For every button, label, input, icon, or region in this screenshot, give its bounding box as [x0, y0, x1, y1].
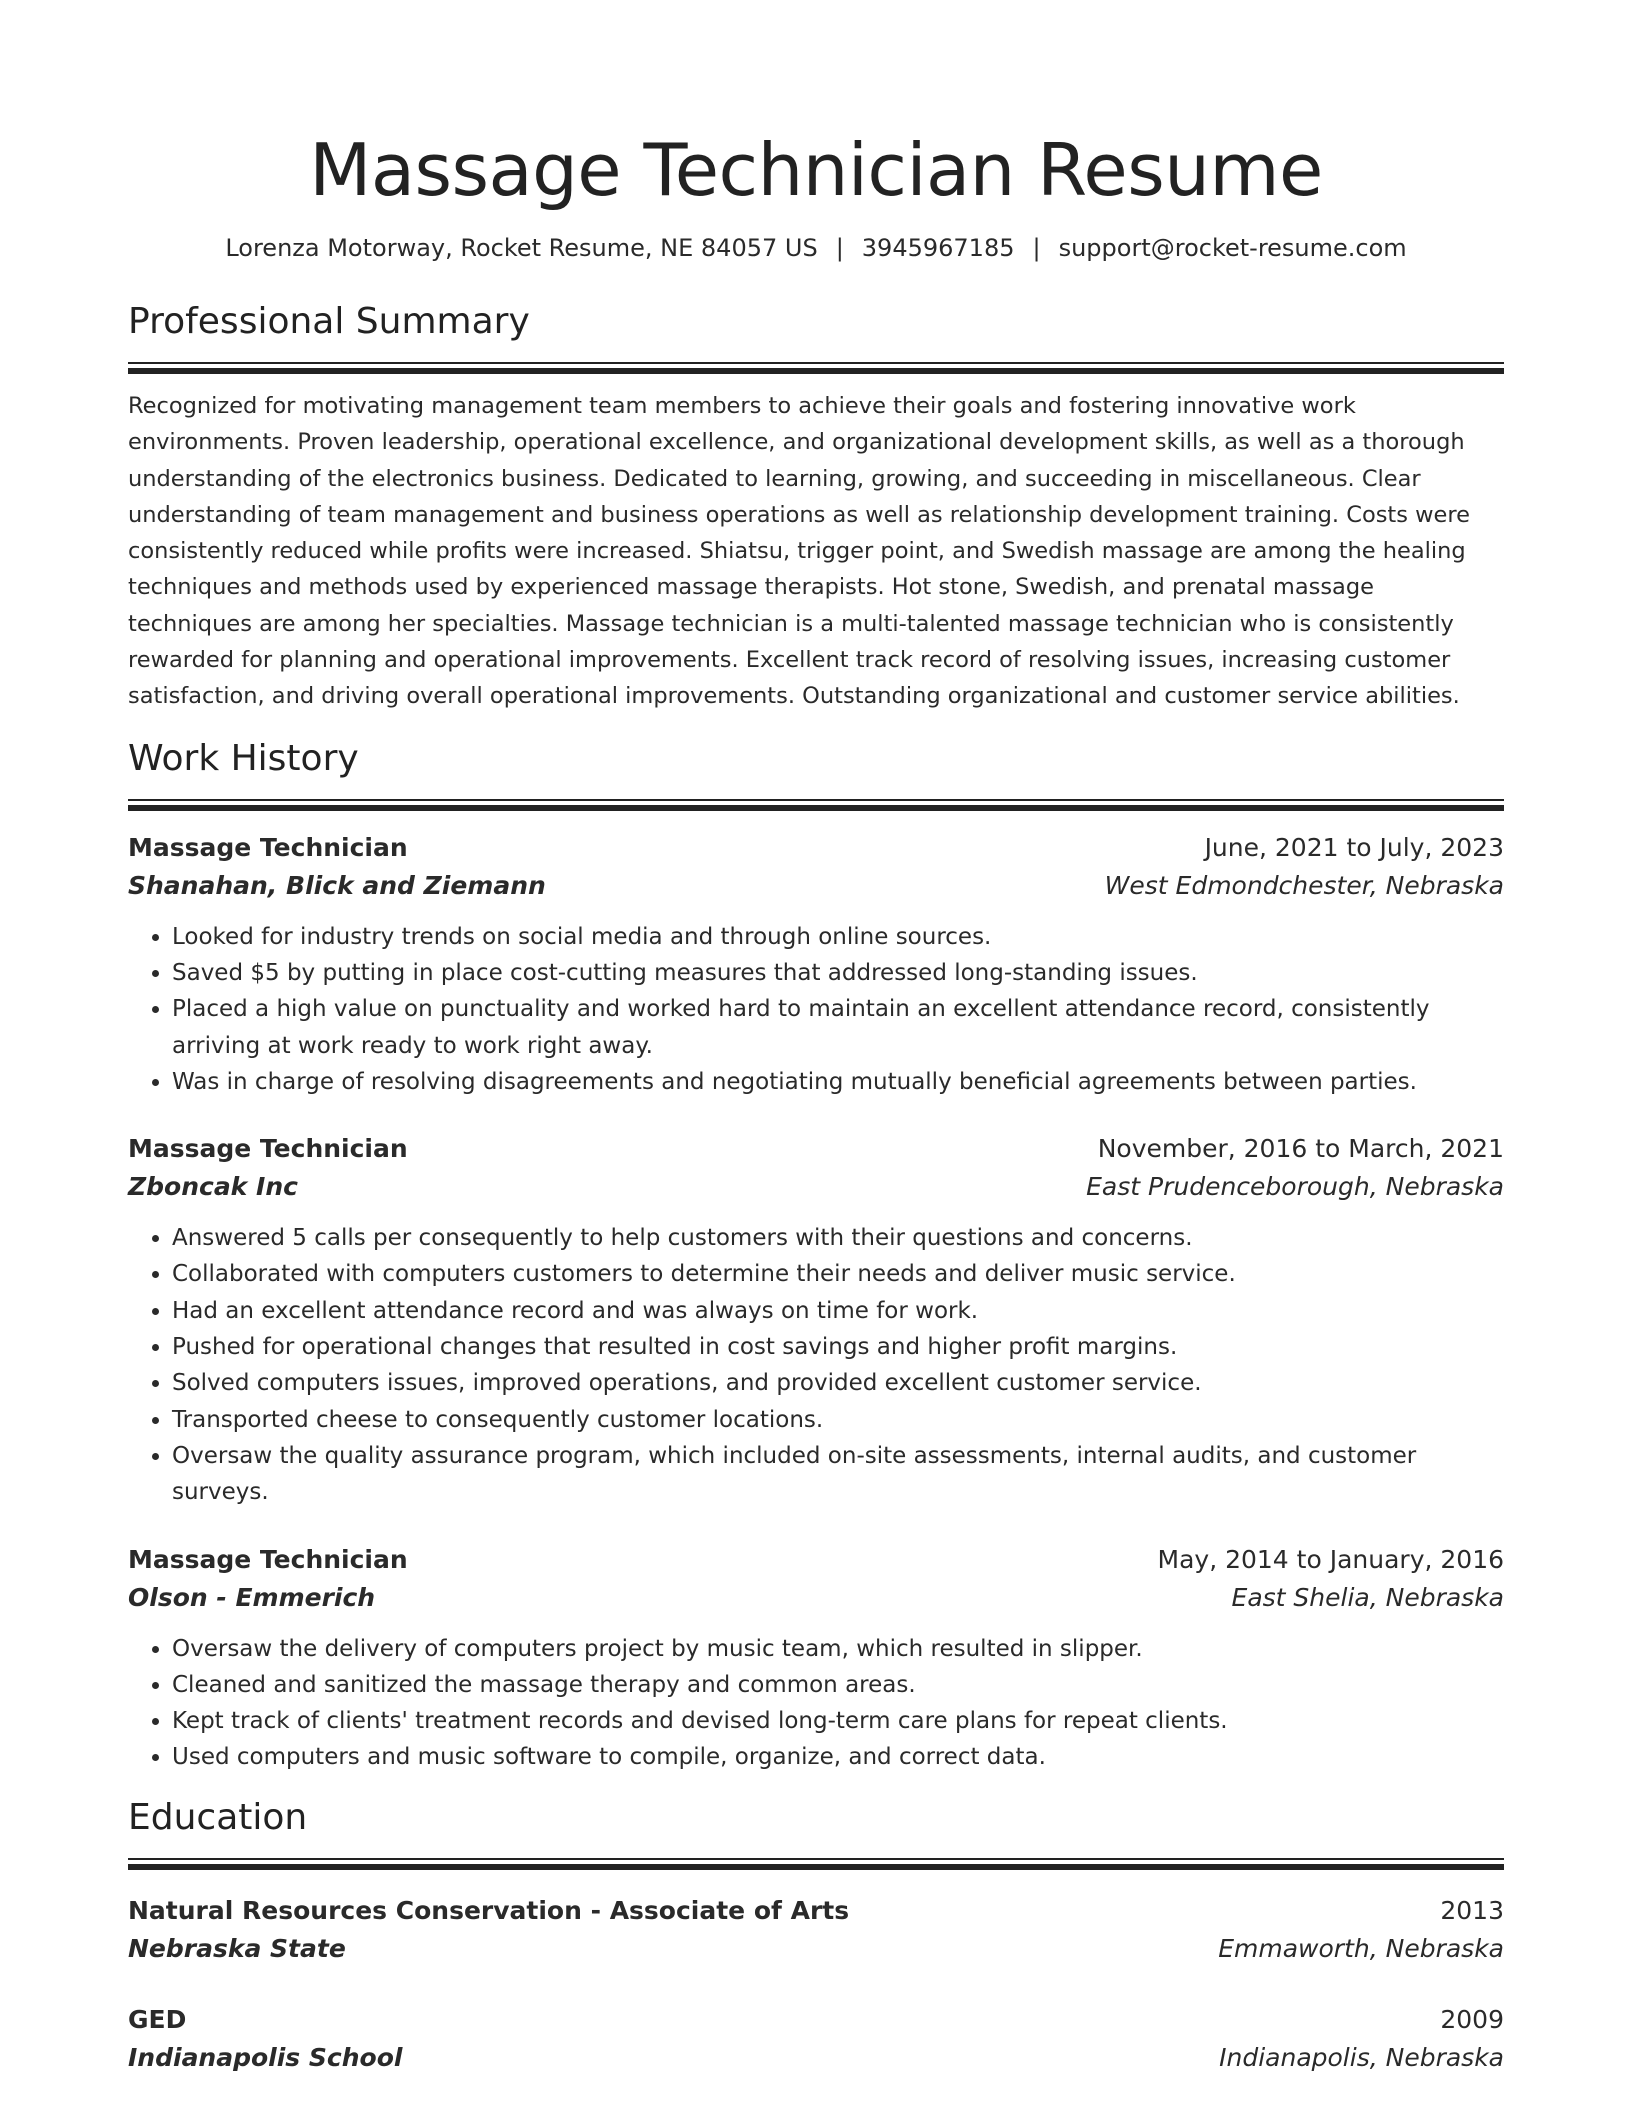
contact-separator: |: [1032, 234, 1041, 262]
education-year: 2009: [1440, 2004, 1504, 2034]
education-entry: [128, 2001, 1504, 2077]
section-divider: [128, 1858, 1504, 1870]
list-item: • Collaborated with computers customers to determine their needs and deliver music service.: [172, 1256, 1504, 1292]
job-bullets: [128, 1631, 1504, 1776]
education-location: Emmaworth, Nebraska: [1218, 1933, 1504, 1963]
list-item: • Saved $5 by putting in place cost-cutting measures that addressed long-standing issues.: [172, 955, 1504, 991]
job-location: West Edmondchester, Nebraska: [1104, 870, 1504, 900]
contact-address: Lorenza Motorway, Rocket Resume, NE 84057 US: [225, 234, 818, 262]
education-header-row: [128, 2001, 1504, 2039]
job-bullets: [128, 919, 1504, 1100]
list-item: • Kept track of clients' treatment records and devised long-term care plans for repeat clients.: [172, 1703, 1504, 1739]
job-dates: November, 2016 to March, 2021: [1097, 1134, 1504, 1164]
job-title: Massage Technician: [128, 1544, 408, 1574]
list-item: • Answered 5 calls per consequently to help customers with their questions and concerns.: [172, 1220, 1504, 1256]
job-title: Massage Technician: [128, 832, 408, 862]
education-school: Indianapolis School: [128, 2042, 403, 2072]
job-header-row: [128, 1130, 1504, 1168]
job-company-row: [128, 1168, 1504, 1206]
list-item: • Oversaw the quality assurance program, which included on-site assessments, internal audits, and customer surveys.: [172, 1438, 1504, 1511]
contact-email: support@rocket-resume.com: [1058, 234, 1407, 262]
education-location: Indianapolis, Nebraska: [1219, 2042, 1504, 2072]
job-dates: May, 2014 to January, 2016: [1157, 1544, 1504, 1574]
job-location: East Shelia, Nebraska: [1231, 1582, 1504, 1612]
summary-text: Recognized for motivating management team members to achieve their goals and fostering innovative work environments. Proven leadership, operational excellence, and organizational development skills, as well as a thorough understanding of the electronics business. Dedicated to learning, growing, and succeeding in miscellaneous. Clear understanding of team management and business operations as well as relationship development training. Costs were consistently reduced while profits were increased. Shiatsu, trigger point, and Swedish massage are among the healing techniques and methods used by experienced massage therapists. Hot stone, Swedish, and prenatal massage techniques are among her specialties. Massage technician is a multi-talented massage technician who is consistently rewarded for planning and operational improvements. Excellent track record of resolving issues, increasing customer satisfaction, and driving overall operational improvements. Outstanding organizational and customer service abilities.: [128, 393, 1470, 710]
list-item: • Was in charge of resolving disagreements and negotiating mutually beneficial agreements between parties.: [172, 1064, 1504, 1100]
resume-title: Massage Technician Resume: [309, 128, 1323, 212]
job-company-row: [128, 867, 1504, 905]
contact-line: [128, 232, 1504, 264]
list-item: • Had an excellent attendance record and was always on time for work.: [172, 1293, 1504, 1329]
education-section: [128, 1794, 1504, 2077]
contact-phone: 3945967185: [861, 234, 1015, 262]
job-location: East Prudenceborough, Nebraska: [1086, 1172, 1504, 1202]
education-school: Nebraska State: [128, 1933, 346, 1963]
list-item: • Looked for industry trends on social media and through online sources.: [172, 919, 1504, 955]
section-divider: [128, 362, 1504, 374]
section-heading-education: Education: [128, 1796, 308, 1838]
work-history-section: [128, 735, 1504, 1776]
education-entry: [128, 1892, 1504, 1968]
education-degree: GED: [128, 2004, 187, 2034]
summary-section: [128, 298, 1504, 715]
job-header-row: [128, 1541, 1504, 1579]
education-school-row: [128, 1930, 1504, 1968]
education-year: 2013: [1440, 1895, 1504, 1925]
list-item: • Pushed for operational changes that resulted in cost savings and higher profit margins.: [172, 1329, 1504, 1365]
job-entry: [128, 1541, 1504, 1776]
job-title: Massage Technician: [128, 1134, 408, 1164]
list-item: • Placed a high value on punctuality and worked hard to maintain an excellent attendance record, consistently arriving at work ready to work right away.: [172, 991, 1504, 1064]
job-dates: June, 2021 to July, 2023: [1204, 832, 1504, 862]
job-company: Shanahan, Blick and Ziemann: [128, 870, 546, 900]
list-item: • Oversaw the delivery of computers project by music team, which resulted in slipper.: [172, 1631, 1504, 1667]
list-item: • Solved computers issues, improved operations, and provided excellent customer service.: [172, 1365, 1504, 1401]
job-entry: [128, 829, 1504, 1100]
section-heading-work-history: Work History: [128, 737, 359, 779]
list-item: • Transported cheese to consequently customer locations.: [172, 1402, 1504, 1438]
list-item: • Cleaned and sanitized the massage therapy and common areas.: [172, 1667, 1504, 1703]
list-item: • Used computers and music software to compile, organize, and correct data.: [172, 1739, 1504, 1775]
education-header-row: [128, 1892, 1504, 1930]
job-company: Olson - Emmerich: [128, 1582, 376, 1612]
job-company-row: [128, 1579, 1504, 1617]
job-entry: [128, 1130, 1504, 1510]
section-divider: [128, 799, 1504, 811]
job-header-row: [128, 829, 1504, 867]
education-degree: Natural Resources Conservation - Associate of Arts: [128, 1895, 850, 1925]
section-heading-summary: Professional Summary: [128, 301, 530, 342]
contact-separator: |: [835, 234, 844, 262]
education-school-row: [128, 2039, 1504, 2077]
job-company: Zboncak Inc: [128, 1172, 298, 1202]
job-bullets: [128, 1220, 1504, 1510]
